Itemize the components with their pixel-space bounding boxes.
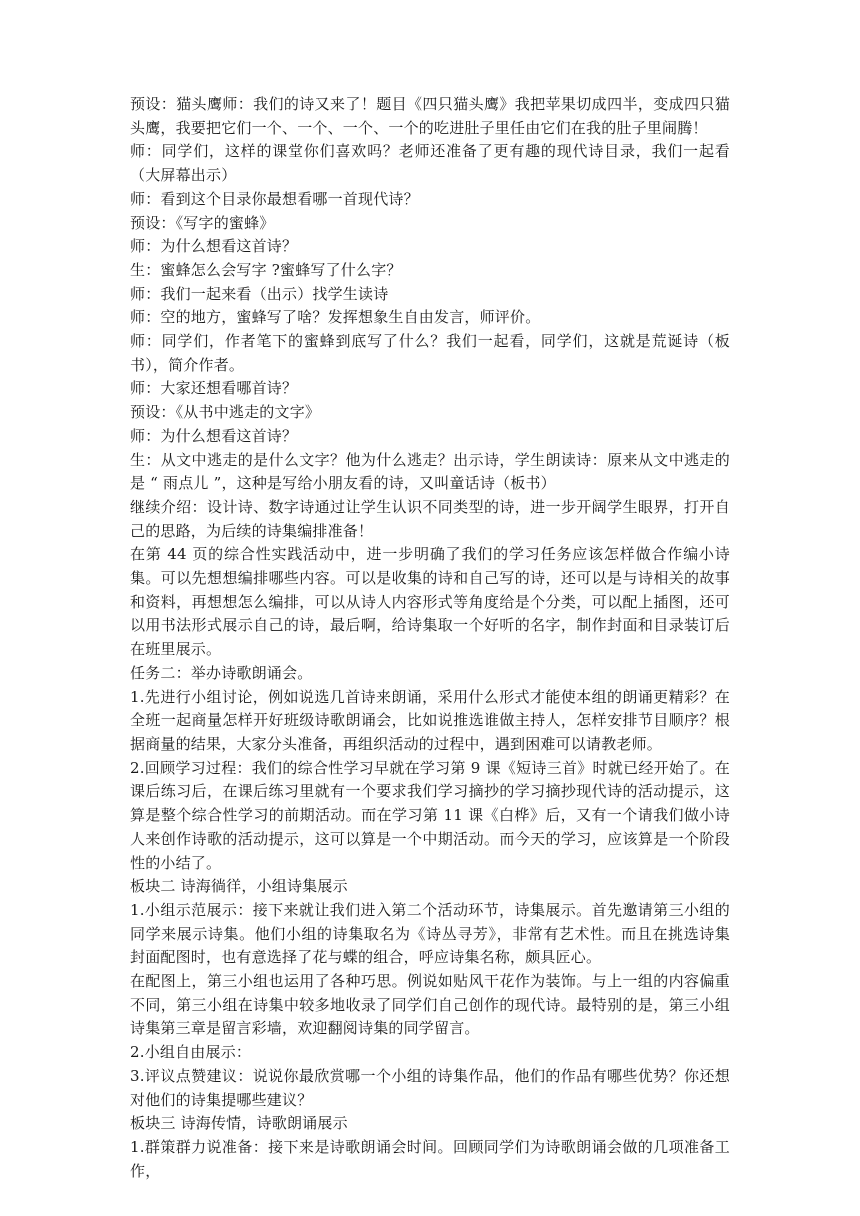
document-body xyxy=(130,93,730,1183)
paragraph: 1.小组示范展示：接下来就让我们进入第二个活动环节，诗集展示。首先邀请第三小组的同学来展示诗集。他们小组的诗集取名为《诗丛寻芳》，非常有艺术性。而且在挑选诗集封面配图时，也有意选择了花与蝶的组合，呼应诗集名称，颇具匠心。 xyxy=(130,900,730,967)
paragraph: 3.评议点赞建议：说说你最欣赏哪一个小组的诗集作品，他们的作品有哪些优势？你还想对他们的诗集提哪些建议？ xyxy=(130,1066,730,1109)
section-heading: 板块三 诗海传情，诗歌朗诵展示 xyxy=(130,1114,348,1133)
section-heading: 板块二 诗海徜徉，小组诗集展示 xyxy=(130,877,348,896)
paragraph: 预设：《写字的蜜蜂》 xyxy=(130,213,275,232)
paragraph: 预设：猫头鹰师：我们的诗又来了！题目《四只猫头鹰》我把苹果切成四半，变成四只猫头鹰，我要把它们一个、一个、一个、一个的吃进肚子里任由它们在我的肚子里闹腾！ xyxy=(130,95,730,137)
paragraph: 师：为什么想看这首诗？ xyxy=(130,426,298,445)
paragraph: 师：我们一起来看（出示）找学生读诗 xyxy=(130,284,389,303)
paragraph: 生：蜜蜂怎么会写字 ?蜜蜂写了什么字？ xyxy=(130,260,402,279)
paragraph: 预设：《从书中逃走的文字》 xyxy=(130,403,321,422)
paragraph: 师：为什么想看这首诗？ xyxy=(130,237,298,256)
paragraph: 1.先进行小组讨论，例如说选几首诗来朗诵，采用什么形式才能使本组的朗诵更精彩？在全班一起商量怎样开好班级诗歌朗诵会，比如说推选谁做主持人，怎样安排节目顺序？根据商量的结果，大家分头准备，再组织活动的过程中，遇到困难可以请教老师。 xyxy=(130,687,730,753)
paragraph: 2.回顾学习过程：我们的综合性学习早就在学习第 9 课《短诗三首》时就已经开始了。在课后练习后，在课后练习里就有一个要求我们学习摘抄的学习摘抄现代诗的活动提示，这算是整个综合性学习的前期活动。而在学习第 11 课《白桦》后，又有一个请我们做小诗人来创作诗歌的活动提示，这可以算是一个中期活动。而今天的学习，应该算是一个阶段性的小结了。 xyxy=(130,758,730,872)
section-heading: 任务二：举办诗歌朗诵会。 xyxy=(130,663,313,682)
paragraph: 2.小组自由展示： xyxy=(130,1043,252,1062)
paragraph: 师：大家还想看哪首诗？ xyxy=(130,379,298,398)
paragraph: 继续介绍：设计诗、数字诗通过让学生认识不同类型的诗，进一步开阔学生眼界，打开自己的思路，为后续的诗集编排准备！ xyxy=(130,497,730,540)
paragraph: 生：从文中逃走的是什么文字？他为什么逃走？出示诗，学生朗读诗：原来从文中逃走的是 “ 雨点儿 ”，这种是写给小朋友看的诗，又叫童话诗（板书） xyxy=(130,450,730,493)
paragraph: 师：同学们，作者笔下的蜜蜂到底写了什么？我们一起看，同学们，这就是荒诞诗（板书），简介作者。 xyxy=(130,332,730,374)
paragraph: 师：空的地方，蜜蜂写了啥？发挥想象生自由发言，师评价。 xyxy=(130,308,541,327)
paragraph: 师：同学们，这样的课堂你们喜欢吗？老师还准备了更有趣的现代诗目录，我们一起看（大屏幕出示） xyxy=(130,142,730,185)
paragraph: 师：看到这个目录你最想看哪一首现代诗？ xyxy=(130,189,419,208)
paragraph: 在配图上，第三小组也运用了各种巧思。例说如贴风干花作为装饰。与上一组的内容偏重不同，第三小组在诗集中较多地收录了同学们自己创作的现代诗。最特别的是，第三小组诗集第三章是留言彩墙，欢迎翻阅诗集的同学留言。 xyxy=(130,972,730,1038)
paragraph: 在第 44 页的综合性实践活动中，进一步明确了我们的学习任务应该怎样做合作编小诗集。可以先想想编排哪些内容。可以是收集的诗和自己写的诗，还可以是与诗相关的故事和资料，再想想怎么编排，可以从诗人内容形式等角度给是个分类，可以配上插图，还可以用书法形式展示自己的诗，最后啊，给诗集取一个好听的名字，制作封面和目录装订后在班里展示。 xyxy=(130,545,730,659)
paragraph: 1.群策群力说准备：接下来是诗歌朗诵会时间。回顾同学们为诗歌朗诵会做的几项准备工作， xyxy=(130,1137,730,1180)
